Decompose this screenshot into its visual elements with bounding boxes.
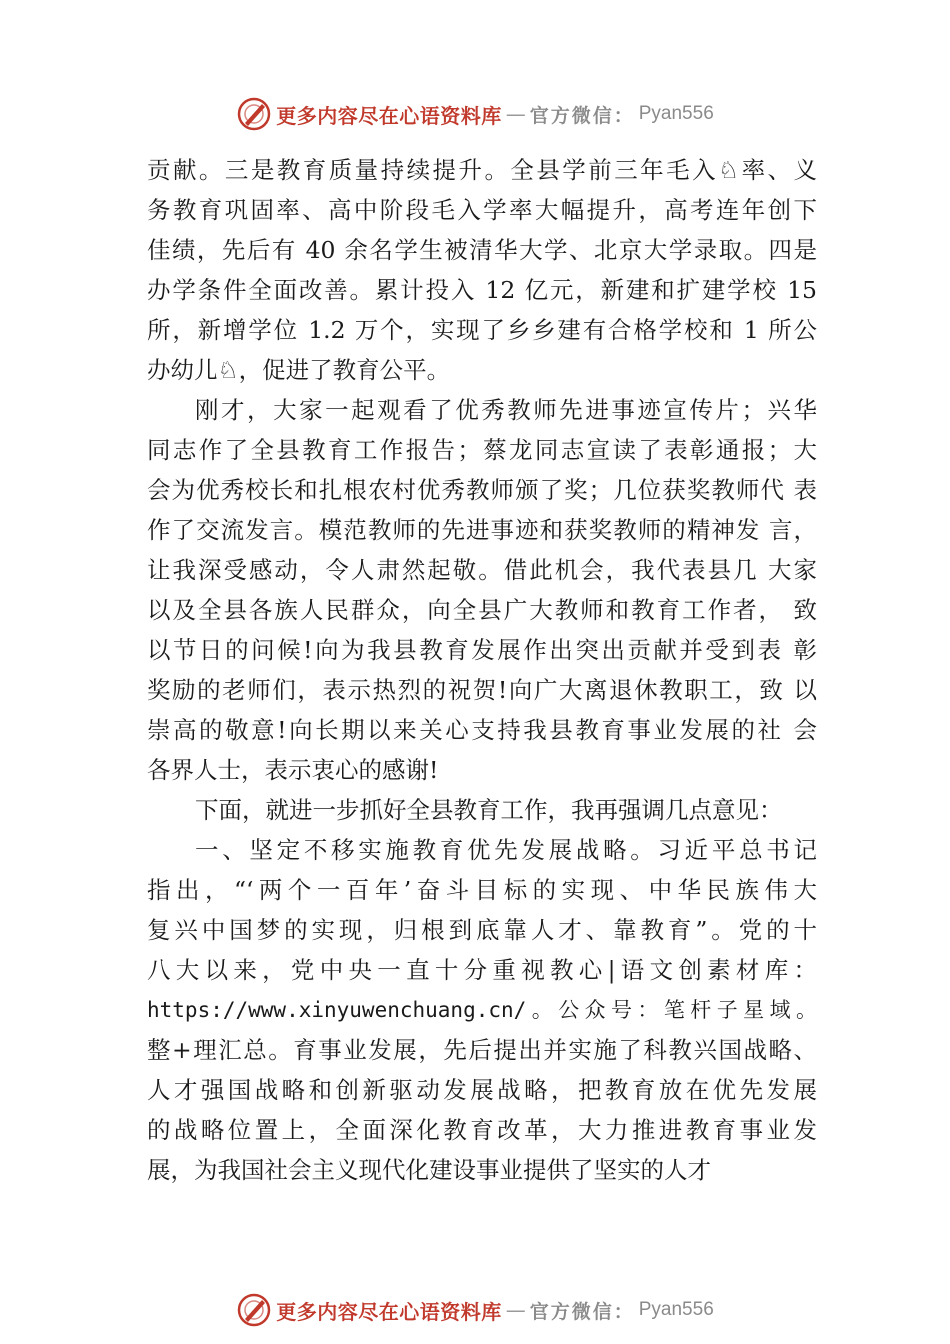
footer-watermark [0, 1290, 950, 1330]
body-line: 作了交流发言。模范教师的先进事迹和获奖教师的精神发 言， [147, 516, 817, 544]
body-line: 让我深受感动，令人肃然起敬。借此机会，我代表县几 大家 [147, 556, 817, 584]
body-line: 复兴中国梦的实现，归根到底靠人才、靠教育”。党的十 [147, 916, 817, 944]
header-brand: 更多内容尽在心语资料库 [276, 103, 502, 128]
body-line: 同志作了全县教育工作报告；蔡龙同志宣读了表彰通报；大 [147, 436, 817, 464]
body-line: 奖励的老师们，表示热烈的祝贺!向广大离退休教职工，致 以 [147, 676, 817, 704]
brand-logo-icon [236, 1292, 272, 1328]
body-line: 会为优秀校长和扎根农村优秀教师颁了奖；几位获奖教师代 表 [147, 476, 817, 504]
body-line: 佳绩，先后有 40 余名学生被清华大学、北京大学录取。四是 [147, 236, 817, 264]
footer-wechat-id: Pyan556 [638, 1299, 714, 1320]
body-line: 所，新增学位 1.2 万个，实现了乡乡建有合格学校和 1 所公 [147, 316, 817, 344]
header-label: 官方微信： [529, 104, 635, 127]
body-line: 指出，“‘两个一百年’奋斗目标的实现、中华民族伟大 [147, 876, 817, 904]
body-line: 展，为我国社会主义现代化建设事业提供了坚实的人才 [147, 1156, 711, 1184]
body-line: 各界人士，表示衷心的感谢! [147, 756, 439, 784]
body-line: 以及全县各族人民群众，向全县广大教师和教育工作者， 致 [147, 596, 817, 624]
footer-dash: — [505, 1298, 526, 1322]
body-line: 的战略位置上，全面深化教育改革，大力推进教育事业发 [147, 1116, 817, 1144]
body-line: 八大以来，党中央一直十分重视教心|语文创素材库： [147, 956, 817, 984]
body-line: 人才强国战略和创新驱动发展战略，把教育放在优先发展 [147, 1076, 817, 1104]
body-line: 办幼儿♘，促进了教育公平。 [147, 356, 451, 384]
header-dash: — [505, 102, 526, 126]
header-wechat-id: Pyan556 [638, 103, 714, 124]
body-line: 务教育巩固率、高中阶段毛入学率大幅提升，高考连年创下 [147, 196, 817, 224]
body-line: 一、坚定不移实施教育优先发展战略。习近平总书记 [195, 836, 817, 864]
body-line: 以节日的问候!向为我县教育发展作出突出贡献并受到表 彰 [147, 636, 817, 664]
body-line-url: https://www.xinyuwenchuang.cn/。公众号：笔杆子星域。 [147, 998, 817, 1022]
body-line: 刚才，大家一起观看了优秀教师先进事迹宣传片；兴华 [195, 396, 817, 424]
body-line: 办学条件全面改善。累计投入 12 亿元，新建和扩建学校 15 [147, 276, 817, 304]
footer-label: 官方微信： [529, 1300, 635, 1323]
body-line: 崇高的敬意!向长期以来关心支持我县教育事业发展的社 会 [147, 716, 817, 744]
header-watermark [0, 94, 950, 134]
body-line: 整+理汇总。育事业发展，先后提出并实施了科教兴国战略、 [147, 1036, 817, 1064]
brand-logo-icon [236, 96, 272, 132]
body-line: 下面，就进一步抓好全县教育工作，我再强调几点意见： [195, 796, 783, 824]
footer-brand: 更多内容尽在心语资料库 [276, 1299, 502, 1324]
body-line: 贡献。三是教育质量持续提升。全县学前三年毛入♘率、义 [147, 156, 817, 184]
document-body [147, 150, 817, 1190]
